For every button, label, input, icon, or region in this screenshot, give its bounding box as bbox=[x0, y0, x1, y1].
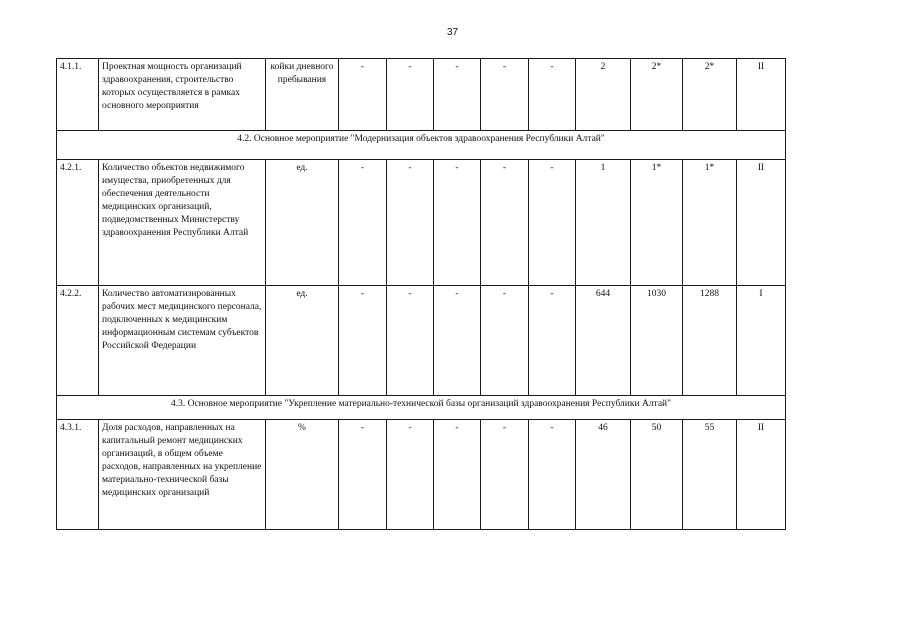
value-cell: 2* bbox=[631, 59, 683, 131]
value-cell: - bbox=[434, 286, 481, 396]
value-cell: - bbox=[481, 420, 529, 530]
section-row bbox=[57, 131, 786, 160]
value-cell: 46 bbox=[576, 420, 631, 530]
value-cell: 50 bbox=[631, 420, 683, 530]
row-number: 4.1.1. bbox=[57, 59, 99, 131]
table-row bbox=[57, 286, 786, 396]
value-cell: - bbox=[339, 286, 387, 396]
unit-cell: койки дневного пребывания bbox=[266, 59, 339, 131]
section-title: 4.2. Основное мероприятие "Модернизация объектов здравоохранения Республики Алтай" bbox=[57, 131, 786, 160]
priority-cell: II bbox=[737, 420, 786, 530]
unit-cell: % bbox=[266, 420, 339, 530]
value-cell: 55 bbox=[683, 420, 737, 530]
value-cell: - bbox=[387, 420, 434, 530]
section-row bbox=[57, 396, 786, 420]
page-number: 37 bbox=[446, 27, 459, 38]
row-number: 4.3.1. bbox=[57, 420, 99, 530]
value-cell: - bbox=[481, 286, 529, 396]
value-cell: - bbox=[387, 59, 434, 131]
value-cell: - bbox=[339, 420, 387, 530]
table-row bbox=[57, 59, 786, 131]
indicator-name: Количество автоматизированных рабочих мест медицинского персонала, подключенных к медицинским информационным системам субъектов Российской Федерации bbox=[99, 286, 266, 396]
value-cell: - bbox=[529, 59, 576, 131]
value-cell: 1 bbox=[576, 160, 631, 286]
value-cell: 1* bbox=[631, 160, 683, 286]
priority-cell: II bbox=[737, 59, 786, 131]
table-row bbox=[57, 420, 786, 530]
value-cell: 1030 bbox=[631, 286, 683, 396]
value-cell: - bbox=[434, 160, 481, 286]
indicator-name: Проектная мощность организаций здравоохранения, строительство которых осуществляется в рамках основного мероприятия bbox=[99, 59, 266, 131]
unit-cell: ед. bbox=[266, 286, 339, 396]
section-title: 4.3. Основное мероприятие "Укрепление материально-технической базы организаций здравоохранения Республики Алтай" bbox=[57, 396, 786, 420]
row-number: 4.2.1. bbox=[57, 160, 99, 286]
indicator-name: Доля расходов, направленных на капитальный ремонт медицинских организаций, в общем объеме расходов, направленных на укрепление материально-технической базы медицинских организаций bbox=[99, 420, 266, 530]
value-cell: - bbox=[529, 420, 576, 530]
value-cell: - bbox=[481, 59, 529, 131]
indicators-table bbox=[56, 58, 786, 530]
value-cell: - bbox=[529, 160, 576, 286]
value-cell: 2 bbox=[576, 59, 631, 131]
value-cell: - bbox=[387, 160, 434, 286]
value-cell: 2* bbox=[683, 59, 737, 131]
value-cell: 1* bbox=[683, 160, 737, 286]
value-cell: - bbox=[481, 160, 529, 286]
indicator-name: Количество объектов недвижимого имущества, приобретенных для обеспечения деятельности медицинских организаций, подведомственных Министерству здравоохранения Республики Алтай bbox=[99, 160, 266, 286]
value-cell: - bbox=[387, 286, 434, 396]
priority-cell: II bbox=[737, 160, 786, 286]
priority-cell: I bbox=[737, 286, 786, 396]
value-cell: 644 bbox=[576, 286, 631, 396]
row-number: 4.2.2. bbox=[57, 286, 99, 396]
value-cell: 1288 bbox=[683, 286, 737, 396]
value-cell: - bbox=[339, 59, 387, 131]
table-row bbox=[57, 160, 786, 286]
value-cell: - bbox=[434, 420, 481, 530]
unit-cell: ед. bbox=[266, 160, 339, 286]
value-cell: - bbox=[529, 286, 576, 396]
value-cell: - bbox=[434, 59, 481, 131]
value-cell: - bbox=[339, 160, 387, 286]
